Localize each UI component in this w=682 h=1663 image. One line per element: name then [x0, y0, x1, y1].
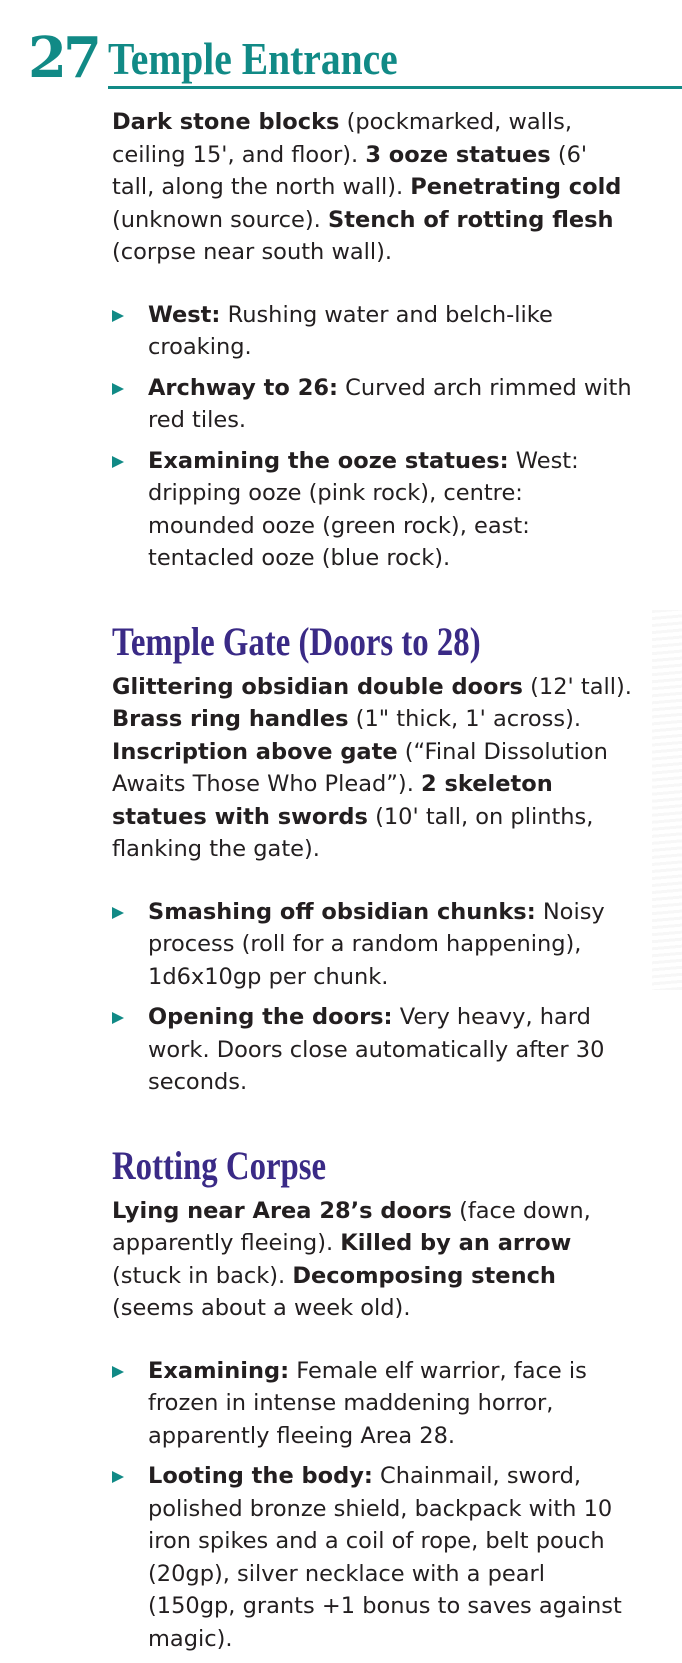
feature-detail: (6' tall, along the north wall).	[112, 141, 588, 200]
item-text: Chainmail, sword, polished bronze shield, backpack with 10 iron spikes and a coil of rope, belt pouch (20gp), silver necklace with a pearl (150gp, grants +1 bonus to saves against magic).	[148, 1463, 622, 1652]
corpse-paragraph	[112, 1195, 632, 1325]
feature-detail: (“Final Dissolution Awaits Those Who Plead”).	[112, 738, 608, 797]
bullet-arrow-icon	[112, 383, 124, 395]
item-label: Looting the body:	[148, 1463, 373, 1489]
bullet-arrow-icon	[112, 310, 124, 322]
list-item	[112, 1355, 632, 1453]
bullet-arrow-icon	[112, 1012, 124, 1024]
item-text: Curved arch rimmed with red tiles.	[148, 374, 632, 433]
item-label: Archway to 26:	[148, 374, 338, 401]
section-heading-corpse: Rotting Corpse	[112, 1142, 327, 1188]
list-item	[112, 372, 632, 437]
feature-detail: (unknown source).	[112, 206, 328, 233]
gate-paragraph	[112, 671, 632, 866]
feature-detail: (stuck in back).	[112, 1262, 293, 1289]
item-text: Rushing water and belch-like croaking.	[148, 301, 553, 360]
item-label: Examining:	[148, 1357, 290, 1384]
feature-label: Dark stone blocks	[112, 109, 340, 135]
item-label: Examining the ooze statues:	[148, 447, 509, 474]
feature-detail: (seems about a week old).	[112, 1295, 411, 1321]
feature-detail: (face down, apparently fleeing).	[112, 1197, 591, 1256]
item-text: Noisy process (roll for a random happening), 1d6x10gp per chunk.	[148, 898, 605, 990]
area-header	[28, 25, 682, 92]
area-title: Temple Entrance	[108, 33, 398, 84]
feature-detail: (pockmarked, walls, ceiling 15', and floor).	[112, 109, 573, 168]
bullet-arrow-icon	[112, 456, 124, 468]
area-content	[112, 106, 632, 1663]
intro-bullet-list	[112, 299, 632, 575]
feature-label: 2 skeleton statues with swords	[112, 771, 553, 830]
feature-label: Brass ring handles	[112, 706, 349, 732]
gate-bullet-list	[112, 896, 632, 1099]
item-text: Female elf warrior, face is frozen in intense maddening horror, apparently fleeing Area 28.	[148, 1357, 587, 1449]
intro-paragraph	[112, 106, 632, 269]
list-item	[112, 1460, 632, 1655]
bullet-arrow-icon	[112, 1471, 124, 1483]
paper-texture	[652, 610, 682, 990]
feature-label: Penetrating cold	[410, 174, 622, 200]
bullet-arrow-icon	[112, 1366, 124, 1378]
feature-label: Decomposing stench	[292, 1262, 556, 1289]
item-label: Opening the doors:	[148, 1004, 393, 1030]
list-item	[112, 1001, 632, 1099]
feature-detail: (1" thick, 1' across).	[348, 706, 582, 732]
feature-detail: (12' tall).	[522, 673, 632, 700]
feature-label: Inscription above gate	[112, 738, 398, 765]
feature-detail: (10' tall, on plinths, flanking the gate).	[112, 803, 594, 862]
item-label: Smashing off obsidian chunks:	[148, 898, 536, 925]
list-item	[112, 445, 632, 575]
item-label: West:	[148, 301, 221, 328]
feature-label: Killed by an arrow	[340, 1230, 572, 1256]
item-text: Very heavy, hard work. Doors close automatically after 30 seconds.	[148, 1004, 605, 1095]
list-item	[112, 896, 632, 994]
feature-label: Glittering obsidian double doors	[112, 673, 523, 700]
feature-label: 3 ooze statues	[365, 141, 551, 168]
area-number: 27	[28, 25, 98, 91]
section-heading-gate: Temple Gate (Doors to 28)	[112, 618, 481, 664]
feature-label: Lying near Area 28’s doors	[112, 1197, 452, 1224]
feature-detail: (corpse near south wall).	[112, 239, 393, 265]
item-text: West: dripping ooze (pink rock), centre: mounded ooze (green rock), east: tentacled ooze (blue rock).	[148, 447, 579, 571]
corpse-bullet-list	[112, 1355, 632, 1656]
bullet-arrow-icon	[112, 907, 124, 919]
header-rule	[108, 86, 682, 89]
feature-label: Stench of rotting flesh	[327, 206, 614, 233]
list-item	[112, 299, 632, 364]
